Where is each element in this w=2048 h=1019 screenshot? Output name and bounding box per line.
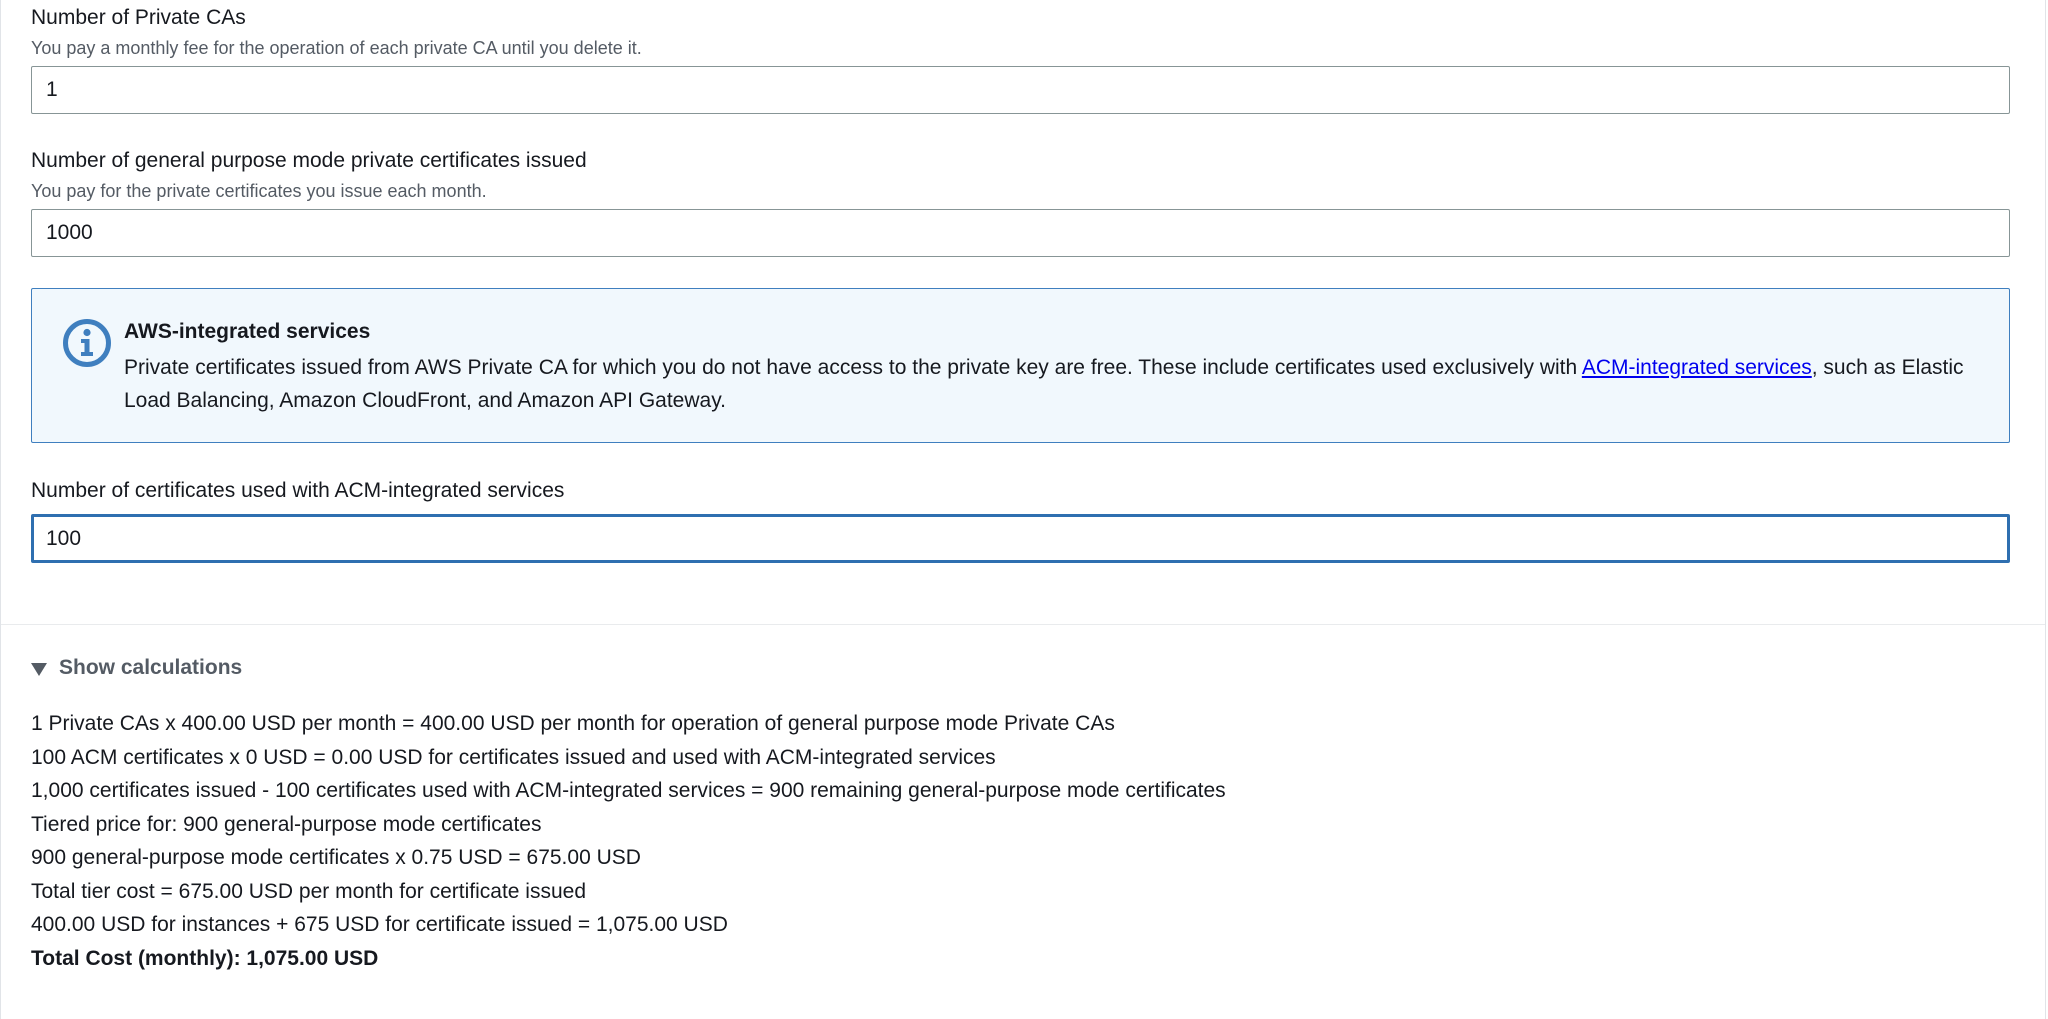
caret-down-icon (31, 663, 47, 676)
general-purpose-certs-input[interactable] (31, 209, 2010, 257)
acm-integrated-certs-label: Number of certificates used with ACM-integrated services (31, 479, 565, 502)
private-cas-description: You pay a monthly fee for the operation of each private CA until you delete it. (31, 38, 642, 58)
calculation-line: Tiered price for: 900 general-purpose mode certificates (31, 812, 542, 836)
show-calculations-label: Show calculations (59, 656, 243, 679)
alert-message (124, 351, 1984, 417)
calculation-line: 100 ACM certificates x 0 USD = 0.00 USD for certificates issued and used with ACM-integrated services (31, 745, 996, 769)
calculation-details (31, 707, 1226, 975)
total-monthly-cost: Total Cost (monthly): 1,075.00 USD (31, 946, 379, 970)
calculation-line: 900 general-purpose mode certificates x 0.75 USD = 675.00 USD (31, 846, 641, 869)
info-icon (62, 318, 112, 368)
alert-message-text-before: Private certificates issued from AWS Private CA for which you do not have access to the private key are free. These include certificates used exclusively with (124, 356, 1582, 379)
section-divider (1, 624, 2045, 625)
acm-integrated-certs-input[interactable] (31, 514, 2010, 563)
alert-message-text-after: , such as Elastic Load Balancing, Amazon CloudFront, and Amazon API Gateway. (124, 356, 1964, 412)
general-purpose-certs-description: You pay for the private certificates you issue each month. (31, 181, 487, 201)
show-calculations-toggle[interactable] (31, 655, 242, 681)
calculation-line: 1 Private CAs x 400.00 USD per month = 400.00 USD per month for operation of general purpose mode Private CAs (31, 712, 1115, 735)
calculation-line: 400.00 USD for instances + 675 USD for certificate issued = 1,075.00 USD (31, 913, 728, 936)
acm-integrated-services-link[interactable]: ACM-integrated services (1581, 356, 1812, 379)
panel-left-border (0, 0, 1, 1019)
calculation-line: 1,000 certificates issued - 100 certificates used with ACM-integrated services = 900 remaining general-purpose mode certificates (31, 779, 1226, 802)
private-cas-label: Number of Private CAs (31, 6, 246, 29)
panel-right-border (2045, 0, 2046, 1019)
aws-integrated-services-alert (31, 288, 2010, 443)
private-cas-input[interactable] (31, 66, 2010, 114)
alert-title: AWS-integrated services (124, 320, 371, 343)
calculation-line: Total tier cost = 675.00 USD per month for certificate issued (31, 879, 587, 903)
general-purpose-certs-label: Number of general purpose mode private certificates issued (31, 149, 587, 172)
